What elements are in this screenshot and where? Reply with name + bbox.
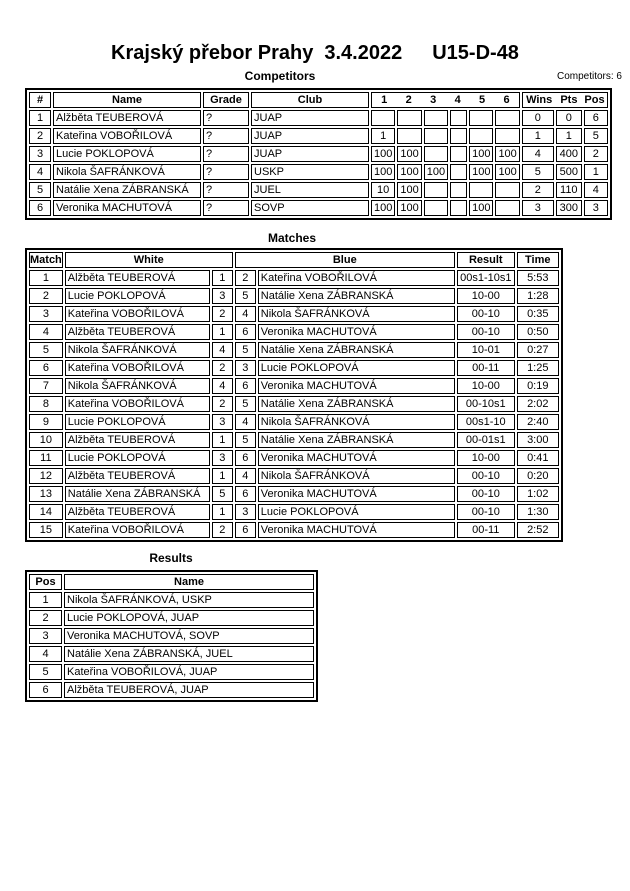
match-number: 6: [29, 360, 63, 376]
rounds-column-header: [371, 92, 520, 108]
blue-player-number: 6: [235, 522, 256, 538]
match-time: 1:25: [517, 360, 559, 376]
match-time: 1:02: [517, 486, 559, 502]
results-table: [25, 570, 318, 702]
name-column-header: Name: [64, 574, 314, 590]
competitor-club: SOVP: [251, 200, 369, 216]
competitor-row: [29, 200, 608, 216]
blue-player-number: 5: [235, 432, 256, 448]
match-time: 2:52: [517, 522, 559, 538]
competitor-pos: 2: [584, 146, 608, 162]
result-name: Nikola ŠAFRÁNKOVÁ, USKP: [64, 592, 314, 608]
match-number: 2: [29, 288, 63, 304]
blue-player-number: 5: [235, 342, 256, 358]
match-number: 1: [29, 270, 63, 286]
match-row: [29, 270, 559, 286]
round-score: [450, 128, 467, 144]
competitor-pos: 3: [584, 200, 608, 216]
round-score: 100: [397, 200, 421, 216]
blue-player-number: 6: [235, 450, 256, 466]
competitor-name: Veronika MACHUTOVÁ: [53, 200, 201, 216]
white-player-number: 1: [212, 324, 233, 340]
white-player-name: Lucie POKLOPOVÁ: [65, 450, 210, 466]
result-position: 5: [29, 664, 62, 680]
blue-player-number: 3: [235, 504, 256, 520]
competitor-club: JUEL: [251, 182, 369, 198]
competitor-pts: 400: [556, 146, 582, 162]
competitor-row: [29, 146, 608, 162]
white-player-number: 2: [212, 396, 233, 412]
round-score: [424, 128, 448, 144]
round-score: 100: [469, 164, 493, 180]
competitor-club: JUAP: [251, 128, 369, 144]
round-score: 100: [397, 146, 421, 162]
match-result: 00-10s1: [457, 396, 515, 412]
competitor-name: Natálie Xena ZÁBRANSKÁ: [53, 182, 201, 198]
result-position: 4: [29, 646, 62, 662]
blue-player-name: Nikola ŠAFRÁNKOVÁ: [258, 306, 455, 322]
competitor-wins: 0: [522, 110, 554, 126]
round-score: [371, 110, 395, 126]
result-row: [29, 592, 314, 608]
match-time: 0:50: [517, 324, 559, 340]
result-name: Lucie POKLOPOVÁ, JUAP: [64, 610, 314, 626]
round-score: 100: [371, 200, 395, 216]
match-number: 14: [29, 504, 63, 520]
white-player-number: 1: [212, 468, 233, 484]
white-player-name: Natálie Xena ZÁBRANSKÁ: [65, 486, 210, 502]
white-player-name: Nikola ŠAFRÁNKOVÁ: [65, 378, 210, 394]
match-time: 0:27: [517, 342, 559, 358]
competitor-number: 1: [29, 110, 51, 126]
blue-player-number: 3: [235, 360, 256, 376]
round-score: [495, 182, 519, 198]
round-score: [469, 182, 493, 198]
competitor-pts: 1: [556, 128, 582, 144]
match-row: [29, 450, 559, 466]
result-column-header: Result: [457, 252, 515, 268]
white-player-number: 3: [212, 288, 233, 304]
result-position: 2: [29, 610, 62, 626]
white-column-header: White: [65, 252, 233, 268]
round-score: 1: [371, 128, 395, 144]
competitor-number: 5: [29, 182, 51, 198]
round-score: 100: [495, 146, 519, 162]
blue-player-number: 5: [235, 288, 256, 304]
white-player-number: 1: [212, 270, 233, 286]
competitors-section-heading: Competitors: [244, 69, 316, 83]
match-time: 0:19: [517, 378, 559, 394]
match-result: 00s1-10: [457, 414, 515, 430]
white-player-number: 2: [212, 306, 233, 322]
round-score: 10: [371, 182, 395, 198]
match-row: [29, 486, 559, 502]
blue-player-number: 4: [235, 414, 256, 430]
blue-player-name: Lucie POKLOPOVÁ: [258, 504, 455, 520]
result-row: [29, 610, 314, 626]
round-score: [424, 182, 448, 198]
result-position: 1: [29, 592, 62, 608]
match-row: [29, 288, 559, 304]
result-position: 3: [29, 628, 62, 644]
competitor-row: [29, 110, 608, 126]
white-player-name: Kateřina VOBOŘILOVÁ: [65, 306, 210, 322]
pos-column-header: Pos: [29, 574, 62, 590]
match-column-header: Match: [29, 252, 63, 268]
competitor-pts: 0: [556, 110, 582, 126]
round-score: [469, 110, 493, 126]
match-result: 00s1-10s1: [457, 270, 515, 286]
competitor-wins: 5: [522, 164, 554, 180]
competitor-wins: 4: [522, 146, 554, 162]
number-column-header: #: [29, 92, 51, 108]
competitor-row: [29, 182, 608, 198]
white-player-name: Kateřina VOBOŘILOVÁ: [65, 396, 210, 412]
white-player-name: Nikola ŠAFRÁNKOVÁ: [65, 342, 210, 358]
match-row: [29, 522, 559, 538]
pts-column-label: Pts: [560, 94, 578, 106]
competitor-wins: 3: [522, 200, 554, 216]
result-row: [29, 682, 314, 698]
title-category: U15-D-48: [432, 42, 519, 64]
match-result: 00-10: [457, 486, 515, 502]
competitor-grade: ?: [203, 128, 249, 144]
competitor-grade: ?: [203, 110, 249, 126]
result-row: [29, 646, 314, 662]
competitor-name: Nikola ŠAFRÁNKOVÁ: [53, 164, 201, 180]
blue-player-name: Natálie Xena ZÁBRANSKÁ: [258, 342, 455, 358]
competitor-name: Kateřina VOBOŘILOVÁ: [53, 128, 201, 144]
white-player-number: 2: [212, 522, 233, 538]
round-score: 100: [397, 164, 421, 180]
round-score: 100: [469, 146, 493, 162]
white-player-name: Alžběta TEUBEROVÁ: [65, 504, 210, 520]
blue-player-name: Veronika MACHUTOVÁ: [258, 450, 455, 466]
match-row: [29, 378, 559, 394]
match-number: 10: [29, 432, 63, 448]
competitor-number: 2: [29, 128, 51, 144]
match-time: 2:40: [517, 414, 559, 430]
competitor-number: 6: [29, 200, 51, 216]
time-column-header: Time: [517, 252, 559, 268]
result-name: Veronika MACHUTOVÁ, SOVP: [64, 628, 314, 644]
competitor-pts: 300: [556, 200, 582, 216]
round-score: [495, 200, 519, 216]
white-player-number: 2: [212, 360, 233, 376]
competitor-wins: 1: [522, 128, 554, 144]
match-time: 5:53: [517, 270, 559, 286]
totals-column-header: [522, 92, 608, 108]
round-score: 100: [424, 164, 448, 180]
competitors-count-label: Competitors: 6: [556, 71, 622, 82]
match-result: 00-10: [457, 504, 515, 520]
match-time: 1:28: [517, 288, 559, 304]
match-time: 0:20: [517, 468, 559, 484]
result-name: Natálie Xena ZÁBRANSKÁ, JUEL: [64, 646, 314, 662]
white-player-name: Kateřina VOBOŘILOVÁ: [65, 360, 210, 376]
match-row: [29, 360, 559, 376]
result-position: 6: [29, 682, 62, 698]
competitor-pos: 4: [584, 182, 608, 198]
blue-player-name: Nikola ŠAFRÁNKOVÁ: [258, 468, 455, 484]
competitor-grade: ?: [203, 182, 249, 198]
match-number: 3: [29, 306, 63, 322]
blue-player-name: Lucie POKLOPOVÁ: [258, 360, 455, 376]
match-number: 5: [29, 342, 63, 358]
competitor-row: [29, 164, 608, 180]
match-result: 00-10: [457, 468, 515, 484]
results-section-heading: Results: [149, 551, 193, 565]
blue-player-number: 6: [235, 324, 256, 340]
match-row: [29, 324, 559, 340]
match-time: 0:41: [517, 450, 559, 466]
round-score: [424, 146, 448, 162]
round-score: [450, 110, 467, 126]
match-row: [29, 342, 559, 358]
match-row: [29, 306, 559, 322]
match-number: 4: [29, 324, 63, 340]
round-score: [397, 110, 421, 126]
round-score: [450, 200, 467, 216]
matches-table: [25, 248, 563, 542]
competitors-header-row: [29, 92, 608, 108]
round-score: [495, 110, 519, 126]
competitor-name: Alžběta TEUBEROVÁ: [53, 110, 201, 126]
competitor-number: 3: [29, 146, 51, 162]
round-1-label: 1: [381, 94, 388, 106]
white-player-name: Alžběta TEUBEROVÁ: [65, 468, 210, 484]
round-4-label: 4: [454, 94, 461, 106]
round-score: [450, 146, 467, 162]
match-row: [29, 504, 559, 520]
round-score: [450, 164, 467, 180]
competitor-pos: 6: [584, 110, 608, 126]
white-player-name: Lucie POKLOPOVÁ: [65, 414, 210, 430]
round-score: 100: [397, 182, 421, 198]
match-time: 2:02: [517, 396, 559, 412]
white-player-name: Alžběta TEUBEROVÁ: [65, 432, 210, 448]
round-score: [424, 110, 448, 126]
competitor-grade: ?: [203, 200, 249, 216]
match-result: 10-01: [457, 342, 515, 358]
round-5-label: 5: [479, 94, 486, 106]
match-number: 8: [29, 396, 63, 412]
match-result: 00-10: [457, 306, 515, 322]
match-number: 12: [29, 468, 63, 484]
blue-player-name: Natálie Xena ZÁBRANSKÁ: [258, 432, 455, 448]
competitor-name: Lucie POKLOPOVÁ: [53, 146, 201, 162]
competitor-grade: ?: [203, 164, 249, 180]
white-player-number: 1: [212, 432, 233, 448]
matches-section-heading: Matches: [267, 231, 317, 245]
match-row: [29, 468, 559, 484]
result-name: Alžběta TEUBEROVÁ, JUAP: [64, 682, 314, 698]
match-number: 9: [29, 414, 63, 430]
blue-player-name: Natálie Xena ZÁBRANSKÁ: [258, 288, 455, 304]
match-time: 0:35: [517, 306, 559, 322]
blue-player-name: Kateřina VOBOŘILOVÁ: [258, 270, 455, 286]
match-result: 00-01s1: [457, 432, 515, 448]
match-result: 00-11: [457, 522, 515, 538]
match-result: 10-00: [457, 450, 515, 466]
match-time: 3:00: [517, 432, 559, 448]
match-row: [29, 396, 559, 412]
blue-player-number: 2: [235, 270, 256, 286]
page-title: [0, 42, 630, 65]
match-result: 00-10: [457, 324, 515, 340]
white-player-number: 5: [212, 486, 233, 502]
match-result: 10-00: [457, 288, 515, 304]
competitor-number: 4: [29, 164, 51, 180]
round-6-label: 6: [503, 94, 510, 106]
title-date: 3.4.2022: [324, 42, 403, 64]
match-number: 11: [29, 450, 63, 466]
blue-player-number: 6: [235, 378, 256, 394]
round-score: [495, 128, 519, 144]
white-player-name: Alžběta TEUBEROVÁ: [65, 270, 210, 286]
results-header-row: [29, 574, 314, 590]
match-number: 7: [29, 378, 63, 394]
round-score: [424, 200, 448, 216]
match-row: [29, 414, 559, 430]
match-result: 00-11: [457, 360, 515, 376]
round-score: [397, 128, 421, 144]
competitor-pos: 1: [584, 164, 608, 180]
blue-player-name: Veronika MACHUTOVÁ: [258, 522, 455, 538]
matches-header-row: [29, 252, 559, 268]
round-score: 100: [495, 164, 519, 180]
blue-player-number: 4: [235, 468, 256, 484]
round-score: [450, 182, 467, 198]
competitor-pts: 500: [556, 164, 582, 180]
match-number: 15: [29, 522, 63, 538]
competitor-club: JUAP: [251, 146, 369, 162]
blue-column-header: Blue: [235, 252, 455, 268]
round-score: [469, 128, 493, 144]
wins-column-label: Wins: [526, 94, 553, 106]
blue-player-name: Veronika MACHUTOVÁ: [258, 486, 455, 502]
competitor-club: USKP: [251, 164, 369, 180]
competitors-table: [25, 88, 612, 220]
result-row: [29, 628, 314, 644]
white-player-number: 4: [212, 378, 233, 394]
competitor-row: [29, 128, 608, 144]
match-number: 13: [29, 486, 63, 502]
competitor-wins: 2: [522, 182, 554, 198]
competitor-club: JUAP: [251, 110, 369, 126]
name-column-header: Name: [53, 92, 201, 108]
match-result: 10-00: [457, 378, 515, 394]
title-event: Krajský přebor Prahy: [111, 42, 314, 64]
white-player-name: Kateřina VOBOŘILOVÁ: [65, 522, 210, 538]
round-score: 100: [469, 200, 493, 216]
round-3-label: 3: [430, 94, 437, 106]
round-score: 100: [371, 164, 395, 180]
blue-player-name: Veronika MACHUTOVÁ: [258, 324, 455, 340]
white-player-number: 1: [212, 504, 233, 520]
blue-player-number: 5: [235, 396, 256, 412]
round-2-label: 2: [405, 94, 412, 106]
white-player-name: Lucie POKLOPOVÁ: [65, 288, 210, 304]
blue-player-name: Nikola ŠAFRÁNKOVÁ: [258, 414, 455, 430]
blue-player-number: 4: [235, 306, 256, 322]
competitor-pts: 110: [556, 182, 582, 198]
result-name: Kateřina VOBOŘILOVÁ, JUAP: [64, 664, 314, 680]
white-player-number: 3: [212, 414, 233, 430]
match-time: 1:30: [517, 504, 559, 520]
white-player-name: Alžběta TEUBEROVÁ: [65, 324, 210, 340]
white-player-number: 3: [212, 450, 233, 466]
competitor-grade: ?: [203, 146, 249, 162]
club-column-header: Club: [251, 92, 369, 108]
competitor-pos: 5: [584, 128, 608, 144]
result-row: [29, 664, 314, 680]
match-row: [29, 432, 559, 448]
white-player-number: 4: [212, 342, 233, 358]
round-score: 100: [371, 146, 395, 162]
blue-player-name: Veronika MACHUTOVÁ: [258, 378, 455, 394]
pos-column-label: Pos: [584, 94, 605, 106]
blue-player-number: 6: [235, 486, 256, 502]
blue-player-name: Natálie Xena ZÁBRANSKÁ: [258, 396, 455, 412]
grade-column-header: Grade: [203, 92, 249, 108]
